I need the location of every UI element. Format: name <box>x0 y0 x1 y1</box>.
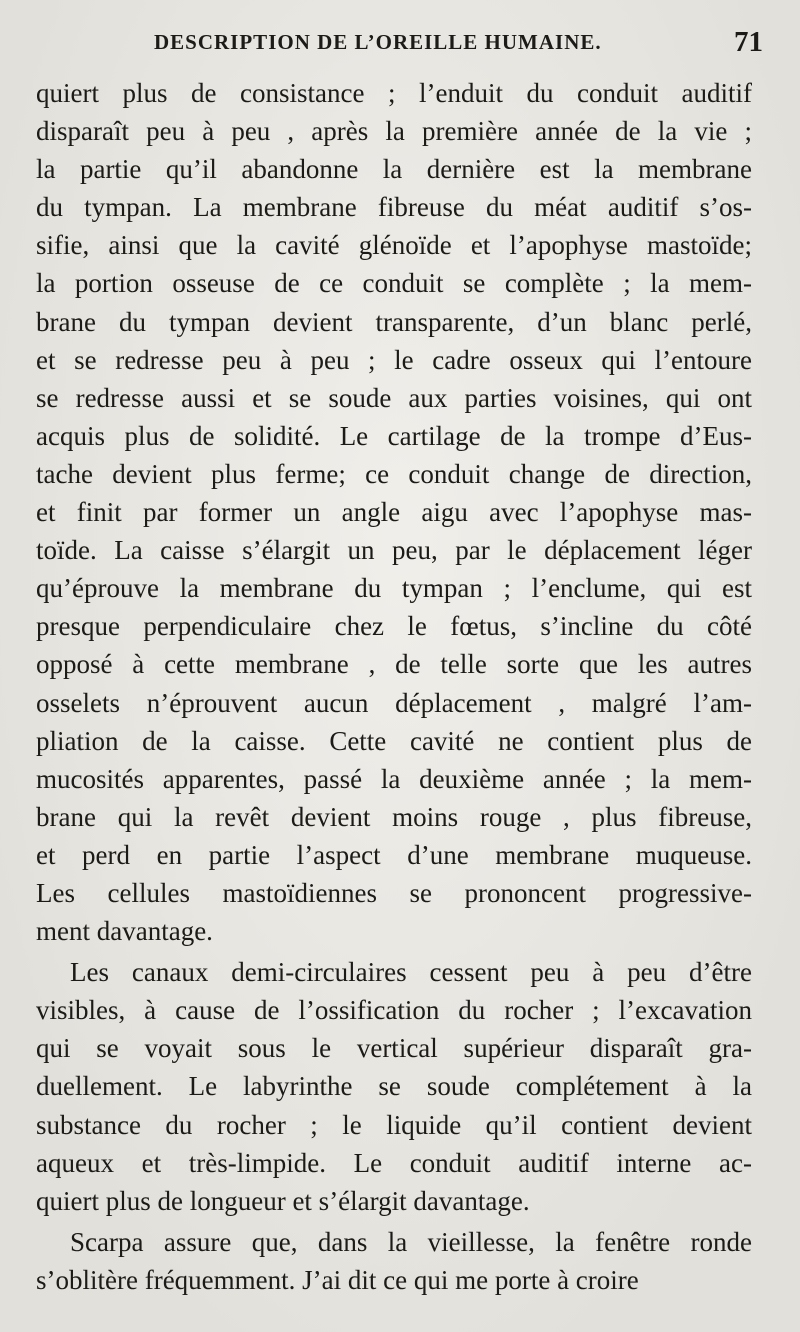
text-line: pliation de la caisse. Cette cavité ne contient plus de <box>36 725 752 756</box>
text-line: Les canaux demi-circulaires cessent peu à peu d’être <box>70 957 752 988</box>
text-line: toïde. La caisse s’élargit un peu, par le déplacement léger <box>36 535 752 566</box>
paragraph <box>36 953 752 1220</box>
text-line: Les cellules mastoïdiennes se prononcent progressive- <box>36 877 752 908</box>
text-line: du tympan. La membrane fibreuse du méat auditif s’os- <box>36 192 752 223</box>
page-number: 71 <box>734 26 763 58</box>
text-line: s’oblitère fréquemment. J’ai dit ce qui me porte à croire <box>36 1264 639 1295</box>
paragraph <box>36 74 752 950</box>
text-line: opposé à cette membrane , de telle sorte que les autres <box>36 649 752 680</box>
body-text <box>36 74 752 1299</box>
text-line: substance du rocher ; le liquide qu’il contient devient <box>36 1109 752 1140</box>
text-line: disparaît peu à peu , après la première année de la vie ; <box>36 116 752 147</box>
text-line: brane du tympan devient transparente, d’un blanc perlé, <box>36 306 752 337</box>
text-line: visibles, à cause de l’ossification du rocher ; l’excavation <box>36 995 752 1026</box>
text-line: sifie, ainsi que la cavité glénoïde et l’apophyse mastoïde; <box>36 230 752 261</box>
text-line: Scarpa assure que, dans la vieillesse, la fenêtre ronde <box>70 1226 752 1257</box>
text-line: la portion osseuse de ce conduit se complète ; la mem- <box>36 268 752 299</box>
text-line: mucosités apparentes, passé la deuxième année ; la mem- <box>36 763 752 794</box>
text-line: la partie qu’il abandonne la dernière est la membrane <box>36 154 752 185</box>
text-line: ment davantage. <box>36 916 213 947</box>
text-line: et perd en partie l’aspect d’une membrane muqueuse. <box>36 839 752 870</box>
text-line: presque perpendiculaire chez le fœtus, s’incline du côté <box>36 611 752 642</box>
text-line: brane qui la revêt devient moins rouge , plus fibreuse, <box>36 801 752 832</box>
text-line: duellement. Le labyrinthe se soude complétement à la <box>36 1071 752 1102</box>
text-line: et se redresse peu à peu ; le cadre osseux qui l’entoure <box>36 344 752 375</box>
running-title: DESCRIPTION DE L’OREILLE HUMAINE. <box>154 30 602 54</box>
text-line: tache devient plus ferme; ce conduit change de direction, <box>36 458 752 489</box>
text-line: aqueux et très-limpide. Le conduit auditif interne ac- <box>36 1147 752 1178</box>
text-line: acquis plus de solidité. Le cartilage de la trompe d’Eus- <box>36 420 752 451</box>
text-line: quiert plus de longueur et s’élargit davantage. <box>36 1185 530 1216</box>
text-line: se redresse aussi et se soude aux parties voisines, qui ont <box>36 382 752 413</box>
text-line: qui se voyait sous le vertical supérieur disparaît gra- <box>36 1033 752 1064</box>
running-head <box>36 26 763 62</box>
text-line: et finit par former un angle aigu avec l’apophyse mas- <box>36 497 752 528</box>
text-line: osselets n’éprouvent aucun déplacement , malgré l’am- <box>36 687 752 718</box>
text-line: qu’éprouve la membrane du tympan ; l’enclume, qui est <box>36 573 752 604</box>
paragraph <box>36 1223 752 1299</box>
text-line: quiert plus de consistance ; l’enduit du conduit auditif <box>36 78 752 108</box>
